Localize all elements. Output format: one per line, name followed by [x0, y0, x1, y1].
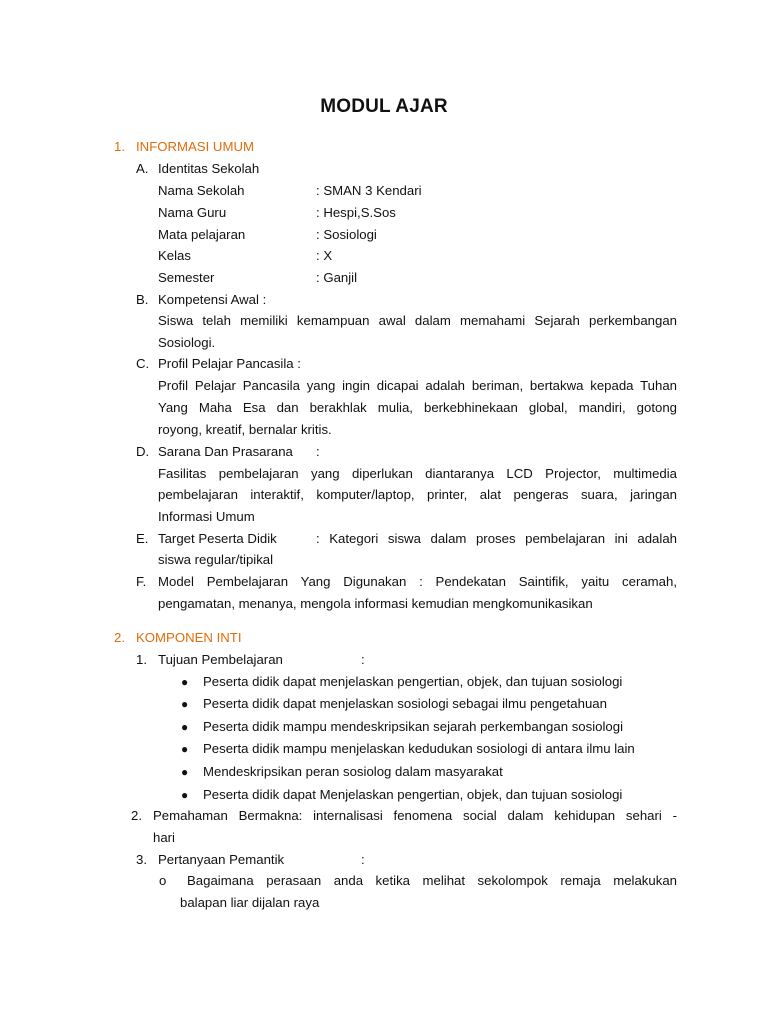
semester-value: : Ganjil — [316, 270, 358, 285]
sub-item-line1: Bagaimana perasaan anda ketika melihat sekolompok remaja melakukan — [187, 873, 677, 888]
item-e-label: Target Peserta Didik — [158, 531, 277, 546]
item-b-text-line2: Sosiologi. — [158, 335, 216, 350]
bullet-icon: ● — [181, 788, 189, 802]
item2-text-line1: Pemahaman Bermakna: internalisasi fenomena social dalam kehidupan sehari - — [153, 808, 677, 823]
item-d-letter: D. — [136, 444, 150, 459]
bullet-icon: ● — [181, 742, 189, 756]
item-b-letter: B. — [136, 292, 149, 307]
item-e-letter: E. — [136, 531, 149, 546]
item3-label: Pertanyaan Pemantik — [158, 852, 285, 867]
section1-number: 1. — [114, 139, 125, 154]
class-value: : X — [316, 248, 333, 263]
list-item: Peserta didik mampu menjelaskan kedudukan sosiologi di antara ilmu lain — [203, 741, 635, 756]
bullet-icon: ● — [181, 697, 189, 711]
list-item: Peserta didik dapat menjelaskan pengertian, objek, dan tujuan sosiologi — [203, 674, 623, 689]
item-d-text-line1: Fasilitas pembelajaran yang diperlukan diantaranya LCD Projector, multimedia — [158, 466, 677, 481]
sub-item-line2: balapan liar dijalan raya — [180, 895, 320, 910]
section1-heading: INFORMASI UMUM — [136, 139, 254, 154]
item-f-text-line2: pengamatan, menanya, mengola informasi kemudian mengkomunikasikan — [158, 596, 593, 611]
item-a-letter: A. — [136, 161, 149, 176]
item-c-text-line3: royong, kreatif, bernalar kritis. — [158, 422, 332, 437]
item1-number: 1. — [136, 652, 147, 667]
item-b-label: Kompetensi Awal : — [158, 292, 267, 307]
list-item: Peserta didik mampu mendeskripsikan sejarah perkembangan sosiologi — [203, 719, 624, 734]
item-f-letter: F. — [136, 574, 147, 589]
item-e-text-line2: siswa regular/tipikal — [158, 552, 274, 567]
item-f-text-line1: Model Pembelajaran Yang Digunakan : Pendekatan Saintifik, yaitu ceramah, — [158, 574, 677, 589]
item1-colon: : — [361, 652, 365, 667]
item-c-text-line2: Yang Maha Esa dan berakhlak mulia, berkebhinekaan global, mandiri, gotong — [158, 400, 677, 415]
item3-colon: : — [361, 852, 365, 867]
item3-number: 3. — [136, 852, 147, 867]
subject-label: Mata pelajaran — [158, 227, 246, 242]
list-item: Peserta didik dapat Menjelaskan pengertian, objek, dan tujuan sosiologi — [203, 787, 623, 802]
section2-number: 2. — [114, 630, 125, 645]
circle-bullet-icon: o — [159, 873, 167, 888]
list-item: Peserta didik dapat menjelaskan sosiologi sebagai ilmu pengetahuan — [203, 696, 607, 711]
item-d-label: Sarana Dan Prasarana — [158, 444, 293, 459]
item-c-text-line1: Profil Pelajar Pancasila yang ingin dicapai adalah beriman, bertakwa kepada Tuhan — [158, 378, 677, 393]
bullet-icon: ● — [181, 675, 189, 689]
subject-value: : Sosiologi — [316, 227, 377, 242]
item-e-text-line1: : Kategori siswa dalam proses pembelajaran ini adalah — [316, 531, 677, 546]
school-name-value: : SMAN 3 Kendari — [316, 183, 422, 198]
school-name-label: Nama Sekolah — [158, 183, 245, 198]
semester-label: Semester — [158, 270, 215, 285]
teacher-name-value: : Hespi,S.Sos — [316, 205, 396, 220]
item-c-label: Profil Pelajar Pancasila : — [158, 356, 301, 371]
bullet-icon: ● — [181, 720, 189, 734]
item-a-label: Identitas Sekolah — [158, 161, 260, 176]
item1-label: Tujuan Pembelajaran — [158, 652, 283, 667]
class-label: Kelas — [158, 248, 191, 263]
item2-number: 2. — [131, 808, 142, 823]
item-d-colon: : — [316, 444, 320, 459]
page-title: MODUL AJAR — [320, 96, 448, 117]
item-d-text-line3: Informasi Umum — [158, 509, 255, 524]
item-c-letter: C. — [136, 356, 150, 371]
teacher-name-label: Nama Guru — [158, 205, 227, 220]
item-b-text-line1: Siswa telah memiliki kemampuan awal dalam memahami Sejarah perkembangan — [158, 313, 677, 328]
item-d-text-line2: pembelajaran interaktif, komputer/laptop, printer, alat pengeras suara, jaringan — [158, 487, 677, 502]
list-item: Mendeskripsikan peran sosiolog dalam masyarakat — [203, 764, 503, 779]
item2-text-line2: hari — [153, 830, 175, 845]
bullet-icon: ● — [181, 765, 189, 779]
section2-heading: KOMPONEN INTI — [136, 630, 242, 645]
